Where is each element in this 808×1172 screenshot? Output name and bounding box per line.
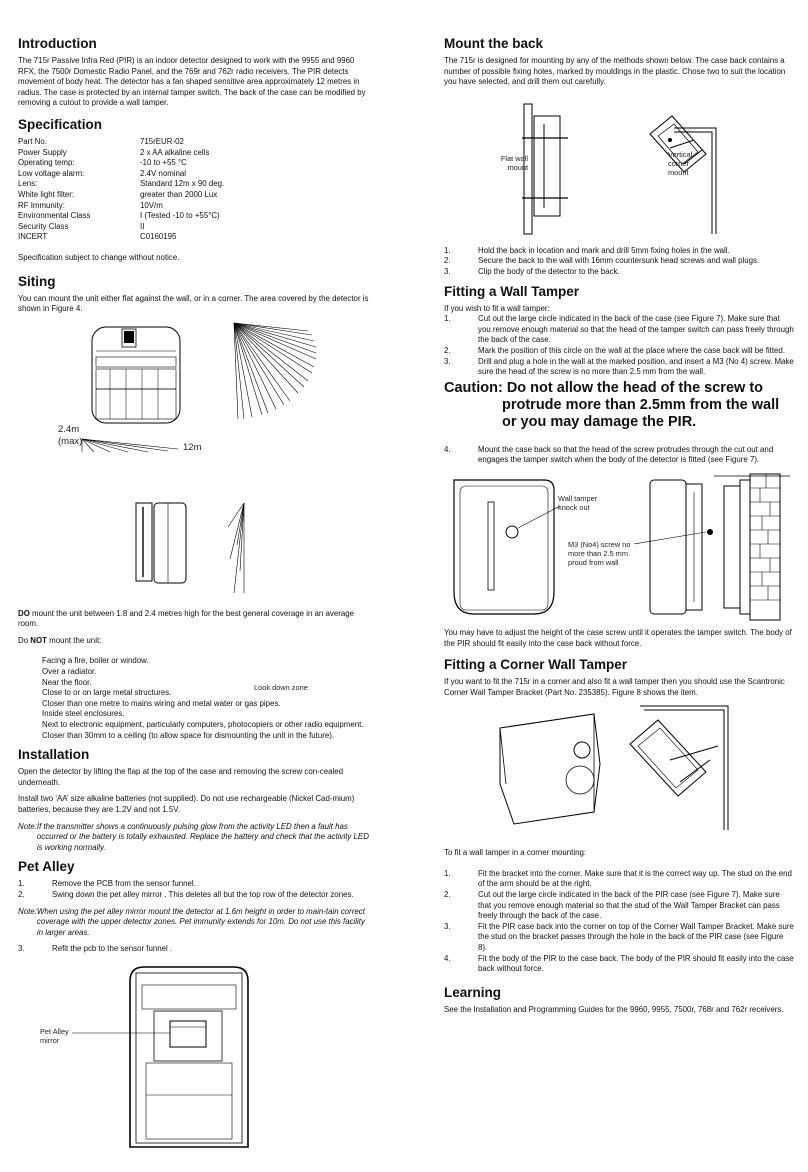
list-item: 1. Hold the back in location and mark and drill 5mm fixing holes in the wall. xyxy=(444,245,730,255)
list-item: Over a radiator. xyxy=(42,667,97,677)
wall-tamper-figure xyxy=(444,472,794,622)
wall-tamper-step4 xyxy=(444,445,794,466)
list-item: 3. Drill and plug a hole in the wall at the marked position, and insert a M3 (No 4) screw. Make sure the head of the screw is no more than 2.5 mm from the wall. xyxy=(444,356,794,377)
installation-heading: Installation xyxy=(18,747,90,763)
spec-row: Low voltage alarm: 2.4V nominal xyxy=(18,168,187,178)
list-item: 2. Cut out the large circle indicated in the back of the PIR case (see Figure 7). Make sure that you remove enough material so that the stud of the Wall Tamper Bracket can pass freely through the back of the case. xyxy=(444,890,780,921)
mount-back-heading: Mount the back xyxy=(444,36,544,51)
introduction-body: The 715r Passive Infra Red (PIR) is an indoor detector designed to work with the 9955 and 9960 RFX, the 7500r Domestic Radio Panel, and the 769r and 762r radio receivers. The PIR detects movement of body heat. The detector has a fan shaped sensitive area approximately 12 metres in radius. The case is protected by an internal tamper switch. The back of the case can be modified by removing a cutout to provide a wall tamper. xyxy=(18,56,366,108)
list-item: Inside steel enclosures. xyxy=(42,709,125,719)
mount-back-body: The 715r is designed for mounting by any of the methods shown below. The case back contains a number of possible fixing holes, marked by mouldings in the plastic. Chose two to suit the location you have selected, and drill them out carefully. xyxy=(444,56,786,87)
flat-wall-mount-label: Flat wall mount xyxy=(500,153,528,172)
pet-alley-heading: Pet Alley xyxy=(18,859,75,875)
spec-row: Environmental Class I (Tested -10 to +55°C) xyxy=(18,211,220,221)
learning-body: See the Installation and Programming Guides for the 9960, 9955, 7500r, 768r and 762r receivers. xyxy=(444,1004,784,1014)
list-item: 1. Fit the bracket into the corner. Make sure that it is the correct way up. The stud on the end of the arm should be at the right. xyxy=(444,868,792,889)
list-item: Next to electronic equipment, particularly computers, photocopiers or other radio equipment. xyxy=(42,720,364,730)
corner-tamper-heading: Fitting a Corner Wall Tamper xyxy=(444,657,628,673)
installation-note: Note: If the transmitter shows a continuously pulsing glow from the activity LED then a fault has occurred or the battery is totally exhausted. Replace the battery and check that the activity LED is working normally. xyxy=(18,821,369,852)
list-item: 4. Fit the body of the PIR to the case back. The body of the PIR should fit easily into the case back without force. xyxy=(444,953,794,974)
spec-row: Lens: Standard 12m x 90 deg. xyxy=(18,179,225,189)
specification-note: Specification subject to change without notice. xyxy=(18,252,180,262)
left-column xyxy=(18,36,370,1151)
coverage-figure xyxy=(18,321,370,606)
pet-alley-diagram xyxy=(18,961,370,1151)
fig-lookdown-label: Look down zone xyxy=(254,683,308,693)
corner-mount-label: Vertical corner mount xyxy=(668,149,693,177)
installation-p2: Install two ‘AA’ size alkaline batteries (not supplied). Do not use rechargeable (Nickel Cad-mium) batteries, because they are 1.2V and not 1.5V. xyxy=(18,794,355,814)
list-item: Near the floor. xyxy=(42,677,92,687)
caution-text: Caution: Do not allow the head of the screw to protrude more than 2.5mm from the wall or you may damage the PIR. xyxy=(444,379,780,430)
list-item: 3. Refit the pcb to the sensor funnel . xyxy=(18,944,173,954)
list-item: 3. Clip the body of the detector to the back. xyxy=(444,266,620,276)
spec-row: Operating temp: -10 to +55 °C xyxy=(18,158,187,168)
list-item: 1. Remove the PCB from the sensor funnel. xyxy=(18,879,196,889)
spec-row: Power Supply 2 x AA alkaline cells xyxy=(18,147,210,157)
wall-tamper-steps xyxy=(444,314,794,378)
fig-range-label: 12m xyxy=(183,441,202,453)
screw-label: M3 (No4) screw no more than 2.5 mm proud from wall xyxy=(568,539,631,567)
spec-row: INCERT C0160195 xyxy=(18,232,177,242)
pet-alley-steps xyxy=(18,879,370,900)
wall-tamper-heading: Fitting a Wall Tamper xyxy=(444,283,580,299)
siting-heading: Siting xyxy=(18,273,56,289)
siting-body: You can mount the unit either flat against the wall, or in a corner. The area covered by the detector is shown in Figure 4. xyxy=(18,293,369,314)
siting-donot-text: Do NOT mount the unit: xyxy=(18,635,102,645)
specification-heading: Specification xyxy=(18,116,103,132)
pet-alley-mirror-label: Pet Alley mirror xyxy=(40,1026,69,1045)
list-item: Closer than 30mm to a ceiling (to allow space for dismounting the unit in the future). xyxy=(42,730,335,740)
corner-tamper-intro: To fit a wall tamper in a corner mounting: xyxy=(444,848,587,858)
mount-figure xyxy=(444,94,794,238)
list-item: 1. Cut out the large circle indicated in the back of the case (see Figure 7). Make sure that you remove enough material so that the head of the tamper switch can pass freely through the back of the case. xyxy=(444,314,794,345)
mount-back-steps xyxy=(444,246,794,278)
siting-avoid-list xyxy=(42,656,370,741)
installation-p1: Open the detector by lifting the flap at the top of the case and removing the screw con-cealed underneath. xyxy=(18,767,344,787)
learning-heading: Learning xyxy=(444,984,502,1000)
introduction-heading: Introduction xyxy=(18,36,97,51)
list-item: 2. Mark the position of this circle on the wall at the place where the case back will be fitted. xyxy=(444,345,786,355)
siting-do-text: DO mount the unit between 1.8 and 2.4 metres high for the best general coverage in an average room. xyxy=(18,608,355,629)
wall-tamper-after: You may have to adjust the height of the case screw until it operates the tamper switch. The body of the PIR should fit easily into the case back without force. xyxy=(444,627,792,648)
spec-row: Part No. 715rEUR-02 xyxy=(18,136,184,146)
list-item: Close to or on large metal structures. xyxy=(42,688,172,698)
list-item: 2. Swing down the pet alley mirror . This deletes all but the top row of the detector zones. xyxy=(18,889,354,899)
corner-tamper-steps xyxy=(444,869,794,975)
right-column xyxy=(444,36,794,1021)
pet-alley-note: Note: When using the pet alley mirror mount the detector at 1.6m height in order to main-tain correct coverage with the upper detector zones. Pet immunity extends for 10m. Do not use this facility in larger areas. xyxy=(18,906,365,937)
coverage-diagram xyxy=(18,321,370,606)
corner-tamper-diagram xyxy=(444,704,794,834)
knockout-label: Wall tamper knock out xyxy=(558,493,598,512)
spec-row: White light filter: greater than 2000 Lux xyxy=(18,189,218,199)
fig-height-label: 2.4m xyxy=(58,423,80,435)
list-item: 2. Secure the back to the wall with 16mm countersunk head screws and wall plugs. xyxy=(444,256,760,266)
corner-tamper-figure xyxy=(444,704,794,834)
list-item: Facing a fire, boiler or window. xyxy=(42,656,149,666)
list-item: 3. Fit the PIR case back into the corner on top of the Corner Wall Tamper Bracket. Make sure the stud on the bracket passes through the hole in the back of the PIR case (see Figure 8). xyxy=(444,921,794,953)
list-item: Closer than one metre to mains wiring and metal water or gas pipes. xyxy=(42,698,281,708)
specification-table xyxy=(18,137,370,243)
spec-row: RF Immunity: 10V/m xyxy=(18,200,163,210)
pet-alley-figure xyxy=(18,961,370,1151)
pet-alley-step3 xyxy=(18,944,370,955)
spec-row: Security Class II xyxy=(18,221,145,231)
list-item: 4. Mount the case back so that the head of the screw protrudes through the cut out and engages the tamper switch when the body of the detector is fitted (see Figure 7). xyxy=(444,444,774,465)
wall-tamper-intro: If you wish to fit a wall tamper: xyxy=(444,303,550,313)
fig-max-label: (max) xyxy=(58,435,83,447)
corner-tamper-body: If you want to fit the 715r in a corner and also fit a wall tamper then you should use the Scantronic Corner Wall Tamper Bracket (Part No. 235385). Figure 8 shows the item. xyxy=(444,677,785,697)
